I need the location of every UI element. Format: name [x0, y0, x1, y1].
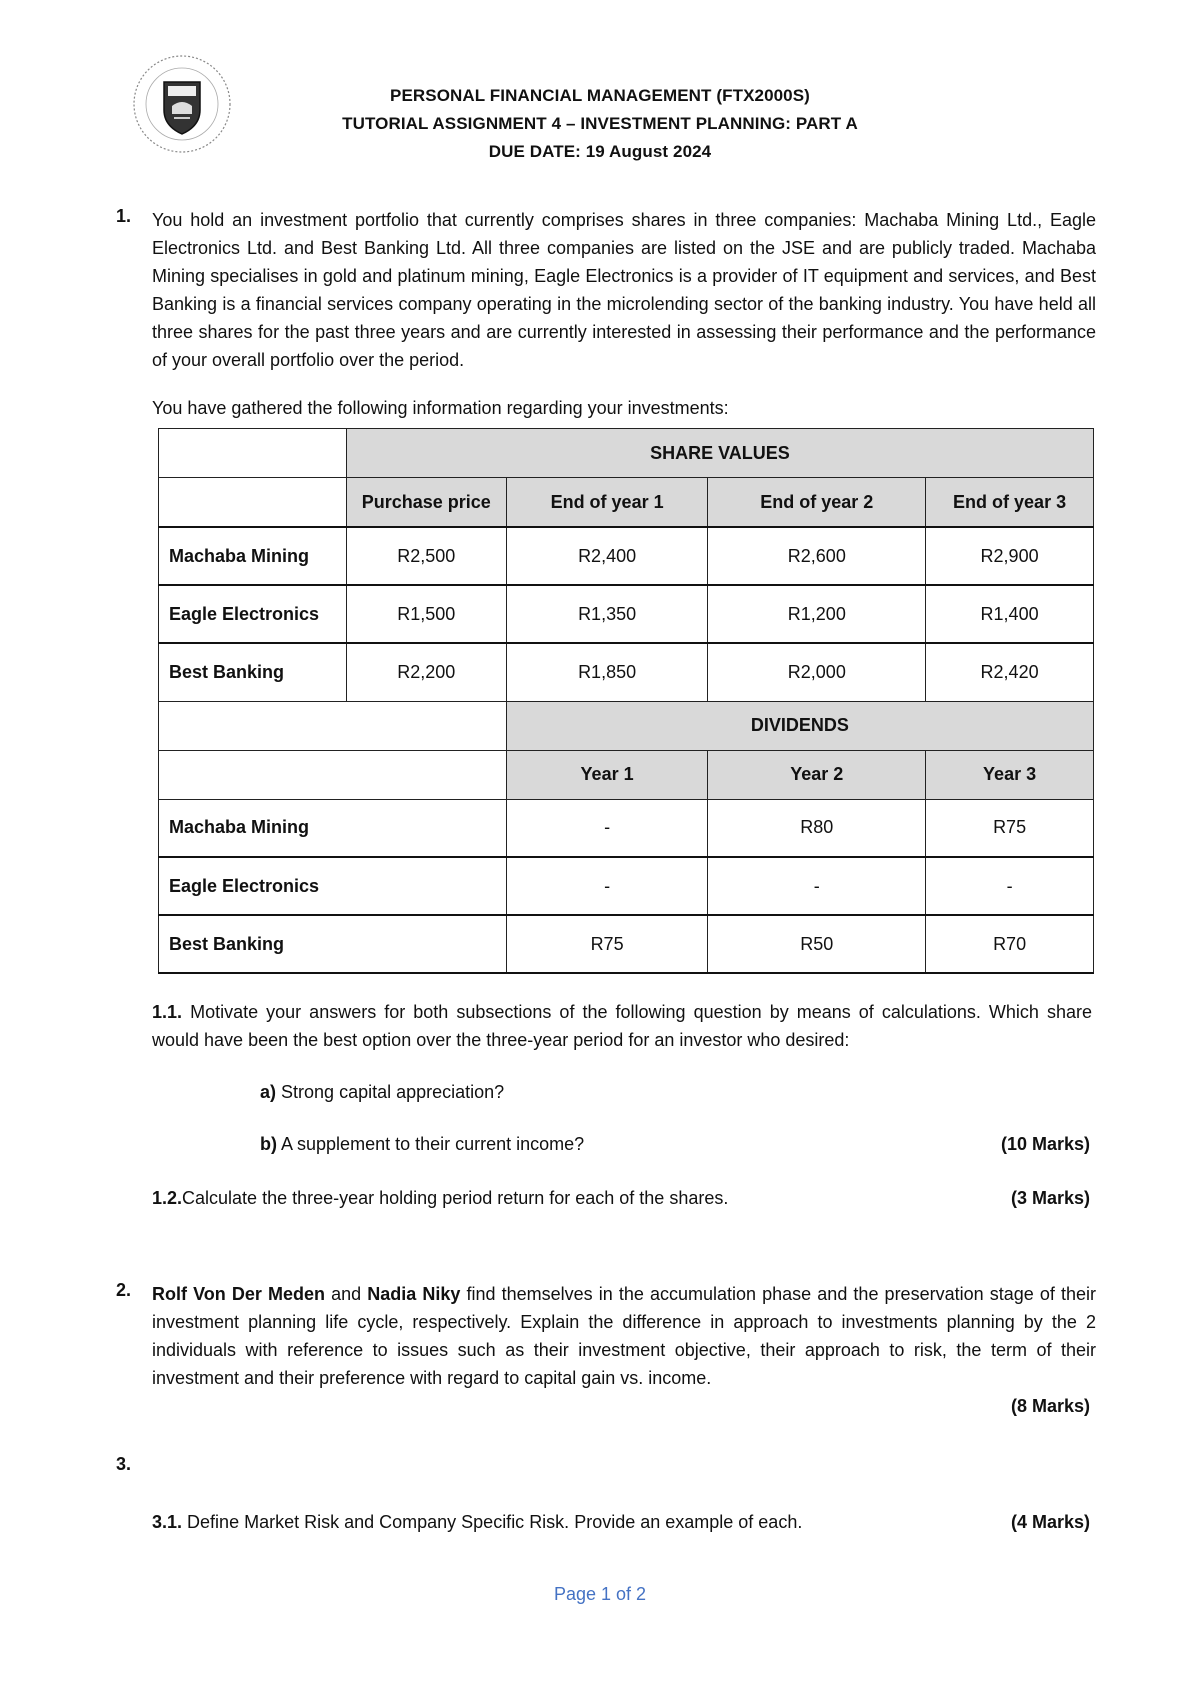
- table-cell: -: [506, 799, 708, 857]
- course-title: PERSONAL FINANCIAL MANAGEMENT (FTX2000S): [390, 86, 810, 105]
- person-name: Rolf Von Der Meden: [152, 1284, 325, 1304]
- column-header: End of year 3: [926, 478, 1094, 528]
- column-header: End of year 1: [506, 478, 708, 528]
- table-cell: R2,600: [708, 527, 926, 585]
- marks-1-2: (3 Marks): [1010, 1188, 1090, 1208]
- empty-cell: [159, 429, 347, 478]
- row-label: Eagle Electronics: [159, 857, 507, 915]
- table-cell: R80: [708, 799, 926, 857]
- table-cell: R2,420: [926, 643, 1094, 701]
- subquestion-a: [260, 1078, 504, 1106]
- table-cell: -: [506, 857, 708, 915]
- table-cell: R2,200: [346, 643, 506, 701]
- question-text: Motivate your answers for both subsections of the following question by means of calculations. Which share would have been the best option over the three-year period for an investor who desired:: [152, 1002, 1092, 1050]
- page-number: Page 1 of 2: [553, 1584, 647, 1604]
- sub-text: A supplement to their current income?: [281, 1134, 585, 1154]
- question-text: Define Market Risk and Company Specific Risk. Provide an example of each.: [187, 1512, 803, 1532]
- table-intro: You have gathered the following information regarding your investments:: [152, 398, 729, 418]
- marks-3-1: (4 Marks): [1010, 1512, 1090, 1532]
- table-cell: R2,400: [506, 527, 708, 585]
- row-label: Machaba Mining: [159, 799, 507, 857]
- table-cell: -: [926, 857, 1094, 915]
- table-cell: R50: [708, 915, 926, 973]
- table-cell: -: [708, 857, 926, 915]
- question-number: 3.: [116, 1454, 132, 1474]
- question-text: Calculate the three-year holding period return for each of the shares.: [182, 1188, 729, 1208]
- subquestion-b: [260, 1130, 584, 1158]
- table-cell: R1,200: [708, 585, 926, 643]
- empty-cell: [159, 750, 507, 799]
- column-header: Year 3: [926, 750, 1094, 799]
- table-cell: R1,350: [506, 585, 708, 643]
- share-values-title: SHARE VALUES: [346, 429, 1093, 478]
- question-1-1: [152, 998, 1092, 1054]
- question-body: find themselves in the accumulation phase and the preservation stage of their investment planning life cycle, respectively. Explain the difference in approach to investments planning by the 2 individuals with reference to issues such as their investment objective, their approach to risk, the term of their investment and their preference with regard to capital gain vs. income.: [152, 1284, 1096, 1388]
- question-text: [152, 1280, 1096, 1392]
- row-label: Machaba Mining: [159, 527, 347, 585]
- row-label: Best Banking: [159, 915, 507, 973]
- empty-cell: [159, 701, 507, 750]
- question-2: [116, 1280, 1096, 1392]
- table-cell: R70: [926, 915, 1094, 973]
- row-label: Best Banking: [159, 643, 347, 701]
- question-3-1: [152, 1508, 802, 1536]
- table-cell: R2,900: [926, 527, 1094, 585]
- marks-1-1: (10 Marks): [1000, 1134, 1090, 1154]
- column-header: Purchase price: [346, 478, 506, 528]
- table-cell: R2,500: [346, 527, 506, 585]
- sub-text: Strong capital appreciation?: [281, 1082, 505, 1102]
- question-text: You hold an investment portfolio that currently comprises shares in three companies: Machaba Mining Ltd., Eagle Electronics Ltd. and Best Banking Ltd. All three companies are listed on the JSE and are publicly traded. Machaba Mining specialises in gold and platinum mining, Eagle Electronics is a provider of IT equipment and services, and Best Banking is a financial services company operating in the microlending sector of the banking industry. You have held all three shares for the past three years and are currently interested in assessing their performance and the performance of your overall portfolio over the period.: [152, 210, 1096, 370]
- question-number: 1.: [116, 206, 132, 226]
- connector-text: and: [331, 1284, 362, 1304]
- due-date: DUE DATE: 19 August 2024: [488, 142, 712, 161]
- column-header: End of year 2: [708, 478, 926, 528]
- question-number: 2.: [116, 1280, 132, 1300]
- table-cell: R1,850: [506, 643, 708, 701]
- row-label: Eagle Electronics: [159, 585, 347, 643]
- question-1: [116, 206, 1096, 374]
- question-number: 1.2.: [152, 1188, 183, 1208]
- question-number: 3.1.: [152, 1512, 183, 1532]
- table-cell: R2,000: [708, 643, 926, 701]
- table-cell: R1,400: [926, 585, 1094, 643]
- dividends-title: DIVIDENDS: [506, 701, 1093, 750]
- marks-2: (8 Marks): [1010, 1396, 1090, 1416]
- question-number: 1.1.: [152, 1002, 183, 1022]
- sub-label: b): [260, 1134, 277, 1154]
- table-cell: R1,500: [346, 585, 506, 643]
- column-header: Year 2: [708, 750, 926, 799]
- column-header: Year 1: [506, 750, 708, 799]
- assignment-title: TUTORIAL ASSIGNMENT 4 – INVESTMENT PLANNING: PART A: [342, 114, 858, 133]
- question-1-2: [152, 1184, 728, 1212]
- sub-label: a): [260, 1082, 277, 1102]
- table-cell: R75: [926, 799, 1094, 857]
- document-header: [0, 82, 1200, 166]
- empty-cell: [159, 478, 347, 528]
- person-name: Nadia Niky: [367, 1284, 461, 1304]
- investment-table: [158, 428, 1094, 974]
- table-cell: R75: [506, 915, 708, 973]
